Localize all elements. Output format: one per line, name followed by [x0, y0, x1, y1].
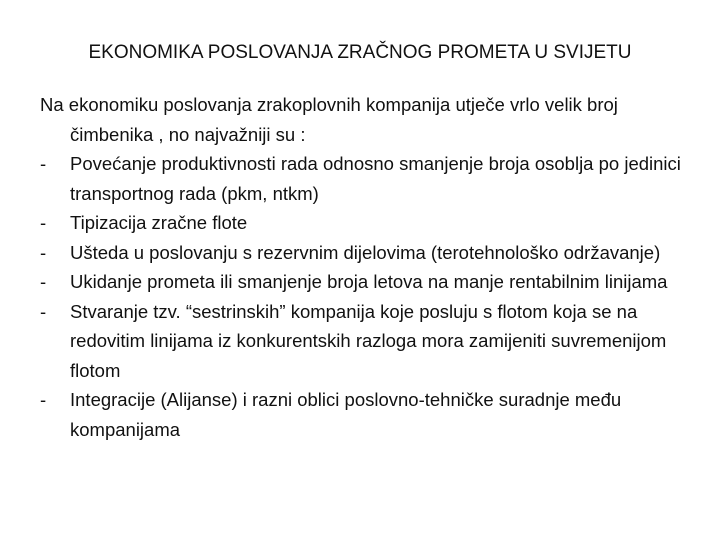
list-item [40, 208, 690, 238]
list-item [40, 385, 690, 444]
list-item [40, 267, 690, 297]
list-item [40, 297, 690, 386]
dash-bullet: - [40, 389, 47, 410]
slide-body [40, 90, 690, 444]
list-item [40, 238, 690, 268]
intro-paragraph: Na ekonomiku poslovanja zrakoplovnih kompanija utječe vrlo velik broj čimbenika , no najvažniji su : [40, 94, 618, 145]
dash-bullet: - [40, 153, 47, 174]
list-item-text: Povećanje produktivnosti rada odnosno smanjenje broja osoblja po jedinici transportnog rada (pkm, ntkm) [70, 153, 681, 204]
list-item [40, 149, 690, 208]
dash-bullet: - [40, 212, 47, 233]
dash-bullet: - [40, 271, 47, 292]
list-item-text: Integracije (Alijanse) i razni oblici poslovno-tehničke suradnje među kompanijama [70, 389, 622, 440]
list-item-text: Ukidanje prometa ili smanjenje broja letova na manje rentabilnim linijama [70, 271, 668, 292]
dash-bullet: - [40, 300, 47, 322]
slide-title: EKONOMIKA POSLOVANJA ZRAČNOG PROMETA U SVIJETU [88, 42, 632, 63]
dash-bullet: - [40, 241, 47, 263]
list-item-text: Tipizacija zračne flote [70, 212, 248, 233]
list-item-text: Stvaranje tzv. “sestrinskih” kompanija koje posluju s flotom koja se na redovitim linijama iz konkurentskih razloga mora zamijeniti suvremenijom flotom [70, 300, 667, 381]
list-item-text: Ušteda u poslovanju s rezervnim dijelovima (terotehnološko održavanje) [70, 241, 661, 263]
